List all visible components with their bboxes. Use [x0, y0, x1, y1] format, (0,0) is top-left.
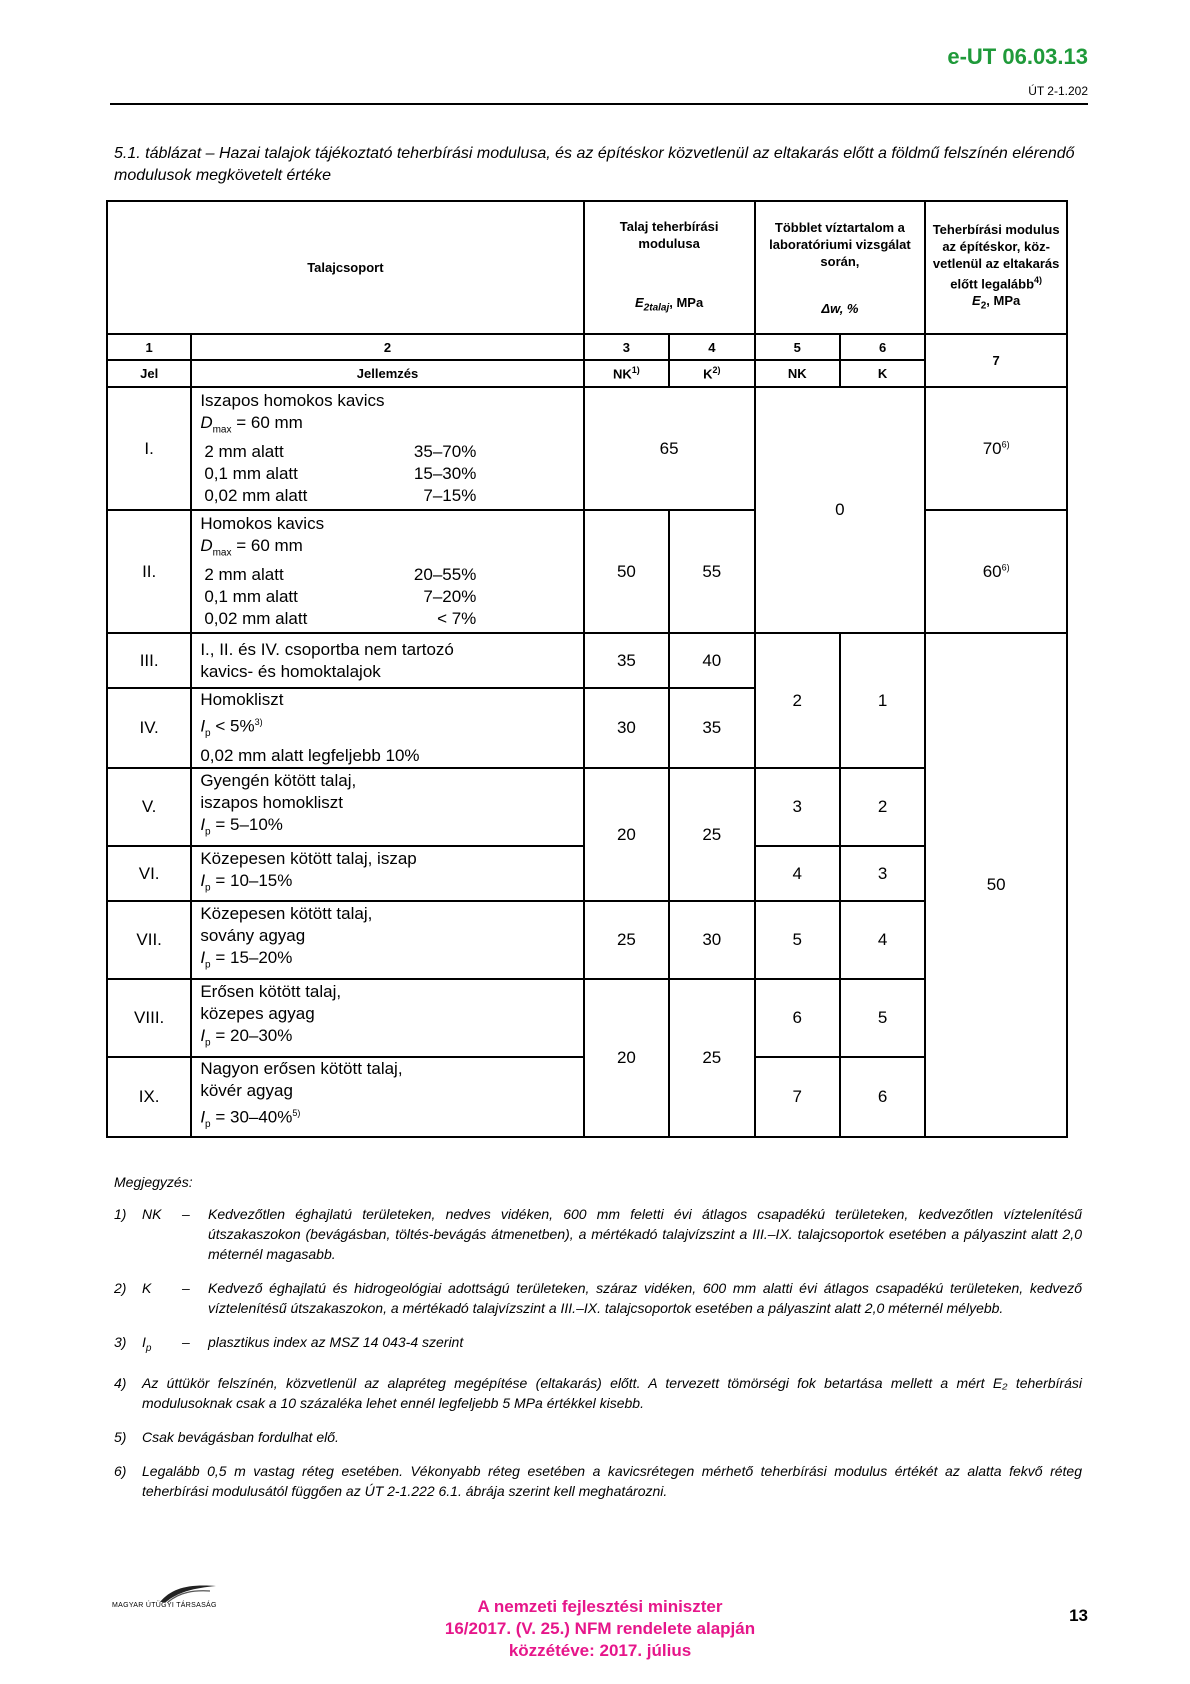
dw-k-cell: 1 [840, 633, 925, 768]
e2-k-cell: 25 [669, 768, 754, 901]
dw-nk-cell: 5 [755, 901, 840, 979]
description-cell: Homokos kavics $D_{max} = 60$ mm 2 mm alatt 20–55% 0,1 mm alatt 7–20% 0,02 mm alatt < 7% [191, 510, 583, 633]
col-num-1: 1 [107, 334, 191, 360]
jel-cell: IX. [107, 1057, 191, 1137]
e2-k-cell: 55 [669, 510, 754, 633]
e2-nk-cell: 20 [584, 979, 669, 1137]
description-cell: Közepesen kötött talaj, iszap $I_p = 10-15\%$ [191, 846, 583, 901]
header-viztartalom: Többlet víztartalom a laboratóriumi vizsgálat során, Δw, % [755, 201, 926, 334]
req-cell: 60$^{6)}$ [925, 510, 1067, 633]
header-kovetelmeny: Teherbírási modulus az építéskor, köz-vetlenül az eltakarás előtt legalább$^{4)}$ $E_2$, MPa [925, 201, 1067, 334]
e2-k-cell: 25 [669, 979, 754, 1137]
e2-nk-cell: 30 [584, 688, 669, 768]
description-cell: I., II. és IV. csoportba nem tartozó kavics- és homoktalajok [191, 633, 583, 688]
e2-k-cell: 35 [669, 688, 754, 768]
header-nk-dw: NK [755, 360, 840, 387]
col-num-6: 6 [840, 334, 925, 360]
req-cell: 70$^{6)}$ [925, 387, 1067, 510]
header-jellemzes: Jellemzés [191, 360, 583, 387]
header-k: $K^{2)}$ [669, 360, 754, 387]
dw-nk-cell: 2 [755, 633, 840, 768]
society-logo [112, 1582, 262, 1616]
e2-nk-cell: 50 [584, 510, 669, 633]
logo-text: MAGYAR ÚTÜGYI TÁRSASÁG [112, 1602, 217, 1609]
table-caption: 5.1. táblázat – Hazai talajok tájékoztató teherbírási modulusa, és az építéskor közvetlenül az eltakarás előtt a földmű felszínén elérendő modulusok megkövetelt értéke [114, 145, 1075, 184]
jel-cell: IV. [107, 688, 191, 768]
note-6: 6) Legalább 0,5 m vastag réteg esetében. Vékonyabb réteg esetében a kavicsrétegen mérhető teherbírási modulus értékét az alatta fekvő réteg teherbírási modulusától függően az ÚT 2-1.222 6.1. ábrája szerint kell meghatározni. [114, 1462, 1082, 1499]
e2-nk-cell: 20 [584, 768, 669, 901]
header-jel: Jel [107, 360, 191, 387]
header-talajcsoport: Talajcsoport [107, 201, 584, 334]
document-code: e-UT 06.03.13 [947, 44, 1088, 69]
dw-nk-cell: 3 [755, 768, 840, 846]
note-4: 4) Az úttükör felszínén, közvetlenül az alapréteg megépítése (eltakarás) előtt. A tervezett tömörségi fok betartása mellett a mért E₂ teherbírási modulusoknak csak a 10 százaléka lehet ennél legfeljebb 5 MPa értékkel kisebb. [114, 1374, 1082, 1411]
note-1: 1) NK – Kedvezőtlen éghajlatú területeken, nedves vidéken, 600 mm feletti évi átlagos csapadékú területeken, kedvezőtlen víztelenítésű útszakaszokon (bevágásban, töltés-bevágás átmenetben), a mértékadó talajvízszint a III.–IX. talajcsoportok esetében a pályaszint alatt 2,0 méternél magasabb. [114, 1206, 1082, 1262]
req-cell: 50 [925, 633, 1067, 1137]
notes [114, 1172, 1082, 1515]
note-5: 5) Csak bevágásban fordulhat elő. [114, 1428, 339, 1445]
col-num-4: 4 [669, 334, 754, 360]
description-cell: Közepesen kötött talaj, sovány agyag $I_p = 15-20\%$ [191, 901, 583, 979]
jel-cell: VI. [107, 846, 191, 901]
description-cell: Erősen kötött talaj, közepes agyag $I_p = 20-30\%$ [191, 979, 583, 1057]
publication-note: A nemzeti fejlesztési miniszter 16/2017. (V. 25.) NFM rendelete alapján közzétéve: 2017. július [444, 1597, 756, 1660]
col-num-2: 2 [191, 334, 583, 360]
col-num-3: 3 [584, 334, 669, 360]
jel-cell: VII. [107, 901, 191, 979]
soil-modulus-table [106, 200, 1068, 1138]
dw-k-cell: 6 [840, 1057, 925, 1137]
note-3: 3) $I_p$ – plasztikus index az MSZ 14 043-4 szerint [114, 1334, 464, 1354]
dw-cell: 0 [755, 387, 926, 633]
dw-k-cell: 5 [840, 979, 925, 1057]
jel-cell: III. [107, 633, 191, 688]
col-num-7: 7 [925, 334, 1067, 387]
jel-cell: II. [107, 510, 191, 633]
document-reference: ÚT 2-1.202 [1028, 84, 1088, 98]
jel-cell: V. [107, 768, 191, 846]
dw-nk-cell: 7 [755, 1057, 840, 1137]
jel-cell: I. [107, 387, 191, 510]
header-modulus: Talaj teherbírási modulusa $E_{2talaj}$, MPa [584, 201, 755, 334]
e2-k-cell: 40 [669, 633, 754, 688]
header-k-dw: K [840, 360, 925, 387]
header-nk: NK$^{1)}$ [584, 360, 669, 387]
dw-k-cell: 2 [840, 768, 925, 846]
description-cell: Homokliszt $I_p < 5\%^{3)}$ 0,02 mm alatt legfeljebb 10% [191, 688, 583, 768]
description-cell: Nagyon erősen kötött talaj, kövér agyag $I_p = 30-40\%^{5)}$ [191, 1057, 583, 1137]
e2-nk-cell: 25 [584, 901, 669, 979]
e2-k-cell: 30 [669, 901, 754, 979]
description-cell: Iszapos homokos kavics $D_{max} = 60$ mm 2 mm alatt 35–70% 0,1 mm alatt 15–30% 0,02 mm alatt 7–15% [191, 387, 583, 510]
logo-swoosh-icon [158, 1582, 218, 1604]
e2-nk-cell: 35 [584, 633, 669, 688]
dw-k-cell: 3 [840, 846, 925, 901]
dw-k-cell: 4 [840, 901, 925, 979]
dw-nk-cell: 4 [755, 846, 840, 901]
dw-nk-cell: 6 [755, 979, 840, 1057]
note-2: 2) K – Kedvező éghajlatú és hidrogeológiai adottságú területeken, száraz vidéken, 600 mm alatti évi átlagos csapadékú területeken, kedvező víztelenítésű útszakaszokon, a mértékadó talajvízszint a III.–IX. talajcsoportok esetében a pályaszint alatt 2,0 méternél mélyebb. [114, 1280, 1082, 1316]
e2-cell: 65 [584, 387, 755, 510]
notes-title: Megjegyzés: [114, 1174, 193, 1190]
header-rule [110, 103, 1088, 105]
description-cell: Gyengén kötött talaj, iszapos homokliszt $I_p = 5-10\%$ [191, 768, 583, 846]
col-num-5: 5 [755, 334, 840, 360]
page-number: 13 [1069, 1606, 1088, 1625]
jel-cell: VIII. [107, 979, 191, 1057]
